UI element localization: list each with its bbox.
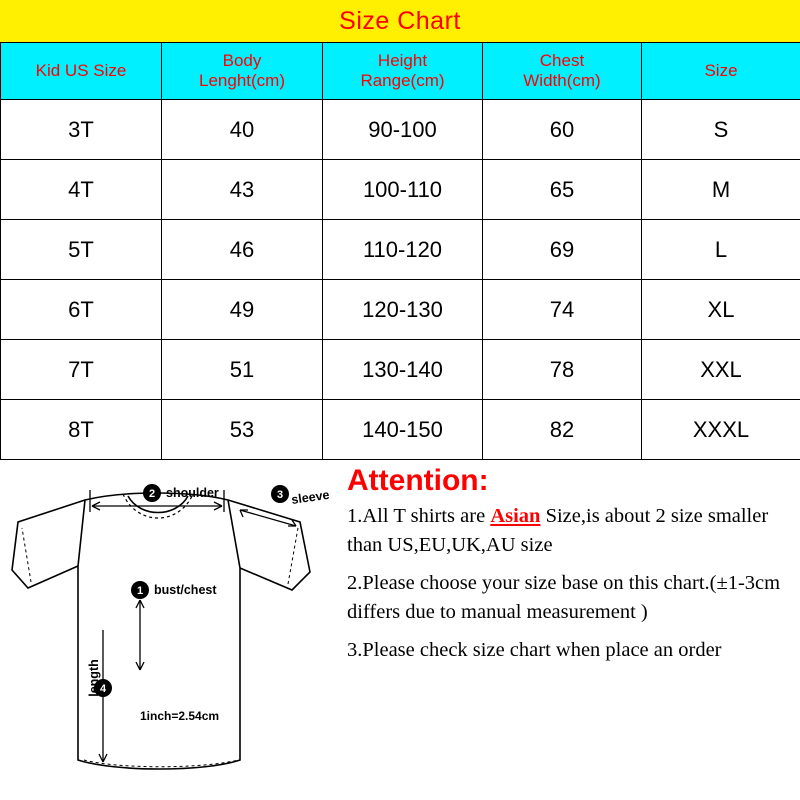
cell-body-length: 43 xyxy=(162,160,323,220)
label-shoulder: shoulder xyxy=(166,486,219,500)
cell-height-range: 120-130 xyxy=(323,280,483,340)
table-row xyxy=(1,400,800,460)
cell-chest-width: 78 xyxy=(483,340,642,400)
marker-3-number: 3 xyxy=(276,489,284,501)
cell-chest-width: 82 xyxy=(483,400,642,460)
cell-size: XXXL xyxy=(642,400,800,460)
cell-chest-width: 65 xyxy=(483,160,642,220)
table-row xyxy=(1,280,800,340)
attention-line-2: 2.Please choose your size base on this chart.(±1-3cm differs due to manual measurement ) xyxy=(347,572,781,623)
attention-heading: Attention: xyxy=(347,464,489,497)
column-header-line: Size xyxy=(704,61,738,80)
cell-kid-us-size: 4T xyxy=(1,160,162,220)
marker-4-number: 4 xyxy=(99,683,107,695)
label-length: length xyxy=(87,659,101,697)
column-header-line: Lenght(cm) xyxy=(199,71,285,90)
column-header-chest-width xyxy=(483,43,642,100)
column-header-height-range xyxy=(323,43,483,100)
attention-block xyxy=(341,464,799,800)
cell-body-length: 51 xyxy=(162,340,323,400)
label-inch-conversion: 1inch=2.54cm xyxy=(140,709,220,723)
table-row xyxy=(1,160,800,220)
size-chart-table xyxy=(0,42,800,460)
attention-line-1-part1: 1.All T shirts are xyxy=(347,505,491,527)
table-header-row xyxy=(1,43,800,100)
cell-height-range: 130-140 xyxy=(323,340,483,400)
tshirt-svg xyxy=(0,460,335,800)
column-header-size xyxy=(642,43,800,100)
table-header xyxy=(1,43,800,100)
marker-1-number: 1 xyxy=(136,585,144,597)
attention-line-3: 3.Please check size chart when place an order xyxy=(347,639,722,661)
cell-size: L xyxy=(642,220,800,280)
cell-kid-us-size: 3T xyxy=(1,100,162,160)
label-sleeve: sleeve xyxy=(290,487,331,507)
cell-chest-width: 74 xyxy=(483,280,642,340)
column-header-line: Chest xyxy=(539,51,585,70)
cell-size: M xyxy=(642,160,800,220)
column-header-line: Body xyxy=(222,51,262,70)
cell-height-range: 90-100 xyxy=(323,100,483,160)
cell-height-range: 110-120 xyxy=(323,220,483,280)
asian-emphasis: Asian xyxy=(490,505,541,527)
bottom-section xyxy=(0,460,800,800)
cell-body-length: 53 xyxy=(162,400,323,460)
title-banner xyxy=(0,0,800,42)
attention-line-1 xyxy=(347,502,799,560)
column-header-line: Width(cm) xyxy=(523,71,601,90)
column-header-kid-us-size xyxy=(1,43,162,100)
cell-height-range: 100-110 xyxy=(323,160,483,220)
table-body xyxy=(1,100,800,460)
cell-chest-width: 69 xyxy=(483,220,642,280)
cell-kid-us-size: 7T xyxy=(1,340,162,400)
tshirt-measurement-diagram xyxy=(0,460,335,800)
column-header-line: Kid US Size xyxy=(35,61,127,80)
column-header-line: Range(cm) xyxy=(360,71,445,90)
table-row xyxy=(1,220,800,280)
marker-2-number: 2 xyxy=(148,488,156,500)
cell-chest-width: 60 xyxy=(483,100,642,160)
cell-body-length: 49 xyxy=(162,280,323,340)
cell-size: S xyxy=(642,100,800,160)
table-row xyxy=(1,100,800,160)
column-header-line: Height xyxy=(377,51,428,70)
cell-size: XL xyxy=(642,280,800,340)
table-row xyxy=(1,340,800,400)
cell-size: XXL xyxy=(642,340,800,400)
cell-height-range: 140-150 xyxy=(323,400,483,460)
column-header-body-length xyxy=(162,43,323,100)
attention-line-1-part2: Size,is about 2 size smaller than US,EU,UK,AU size xyxy=(347,505,769,556)
cell-body-length: 46 xyxy=(162,220,323,280)
cell-kid-us-size: 5T xyxy=(1,220,162,280)
cell-kid-us-size: 8T xyxy=(1,400,162,460)
label-bust-chest: bust/chest xyxy=(154,583,217,597)
cell-body-length: 40 xyxy=(162,100,323,160)
page-title: Size Chart xyxy=(339,6,461,35)
cell-kid-us-size: 6T xyxy=(1,280,162,340)
